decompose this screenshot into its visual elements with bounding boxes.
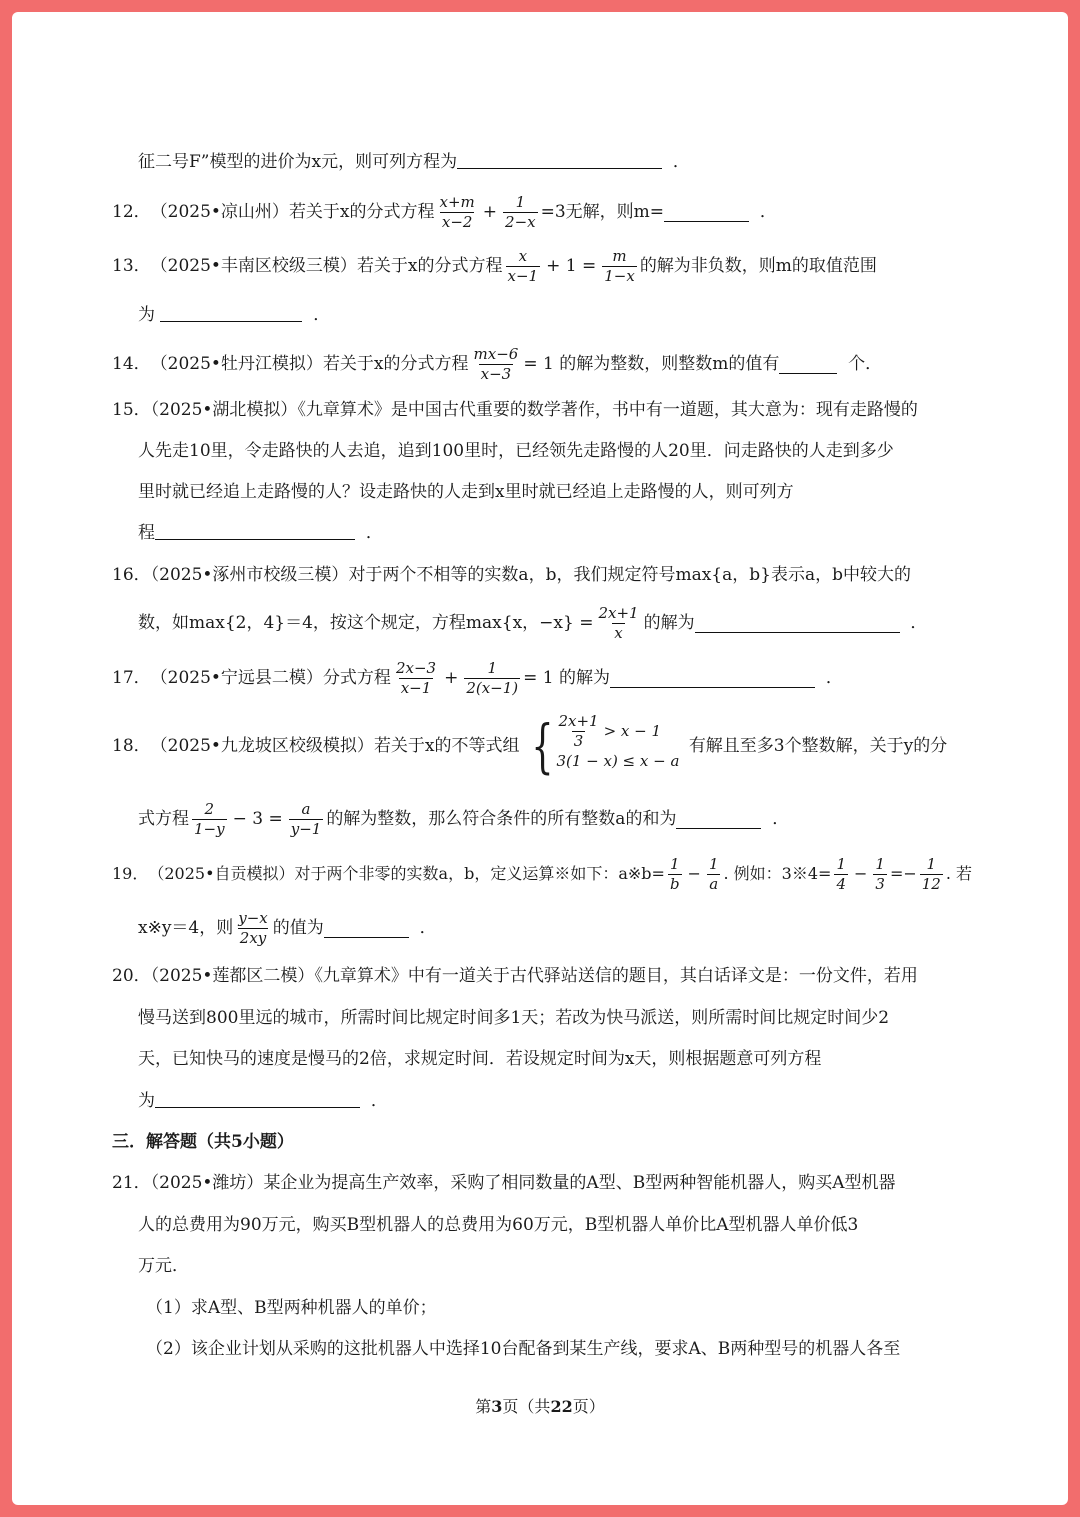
fraction: $\frac{2x+1}{x}$: [598, 603, 639, 642]
q21-line1: 21．（2025•潍坊）某企业为提高生产效率，采购了相同数量的A型、B型两种智能机器人，购买A型机器: [112, 1173, 896, 1193]
answer-blank: [610, 669, 815, 688]
q20-line2: 慢马送到800里远的城市，所需时间比规定时间多1天；若改为快马派送，则所需时间比规定时间少2: [138, 1008, 890, 1028]
fraction: $\frac{a}{y-1}$: [290, 799, 322, 838]
fraction: $\frac{1}{a}$: [708, 854, 719, 893]
document-page: [12, 12, 1068, 1505]
fraction: $\frac{mx-6}{x-3}$: [473, 344, 519, 383]
q20-line1: 20．（2025•莲都区二模）《九章算术》中有一道关于古代驿站送信的题目，其白话译文是：一份文件，若用: [112, 966, 918, 986]
q20-line4: 为 ．: [138, 1091, 388, 1111]
answer-blank: [779, 355, 837, 374]
q15-line4: 程 ．: [138, 523, 383, 543]
fraction: $\frac{1}{b}$: [669, 854, 680, 893]
q12: 12． （2025•凉山州） 若关于x的分式方程 $\frac{x+m}{x-2}$ + $\frac{1}{2-x}$ =3无解，则m= ．: [112, 192, 777, 231]
q13: 13． （2025•丰南区校级三模） 若关于x的分式方程 $\frac{x}{x-1}$ + 1 = $\frac{m}{1-x}$ 的解为非负数，则m的取值范围: [112, 246, 877, 285]
q15-line3: 里时就已经追上走路慢的人？设走路快的人走到x里时就已经追上走路慢的人，则可列方: [138, 482, 794, 502]
fraction: $\frac{2}{1-y}$: [194, 799, 225, 838]
fraction: $\frac{1}{3}$: [875, 854, 885, 893]
answer-blank: [457, 150, 662, 169]
section-heading: 三．解答题（共5小题）: [112, 1132, 294, 1152]
q14: 14． （2025•牡丹江模拟） 若关于x的分式方程 $\frac{mx-6}{x-3}$ = 1 的解为整数，则整数m的值有 个．: [112, 344, 883, 383]
answer-blank: [324, 919, 409, 938]
answer-blank: [155, 521, 355, 540]
q15-line1: 15．（2025•湖北模拟）《九章算术》是中国古代重要的数学著作，书中有一道题，其大意为：现有走路慢的: [112, 400, 918, 420]
page-footer: 第3页（共22页）: [475, 1397, 605, 1416]
answer-blank: [695, 614, 900, 633]
q13-line2: 为 ．: [138, 305, 331, 325]
q16-line1: 16．（2025•涿州市校级三模）对于两个不相等的实数a，b，我们规定符号max{a，b}表示a，b中较大的: [112, 565, 911, 585]
fraction: $\frac{2x-3}{x-1}$: [395, 658, 437, 697]
brace: {: [530, 712, 554, 780]
q18-line2: 式方程 $\frac{2}{1-y}$ − 3 = $\frac{a}{y-1}$ 的解为整数，那么符合条件的所有整数a的和为 ．: [138, 799, 790, 838]
q19-line1: 19． （2025•自贡模拟） 对于两个非零的实数a，b，定义运算※如下：a※b= $\frac{1}{b}$ − $\frac{1}{a}$ . 例如：3※4= $\frac{1}{4}$ − $\frac{1}{3}$ =− $\frac{1}{12}$ . 若: [112, 854, 973, 893]
q21-part1: （1）求A型、B型两种机器人的单价；: [146, 1298, 437, 1318]
q16-line2: 数，如max{2，4}＝4，按这个规定，方程max{x，−x} = $\frac{2x+1}{x}$ 的解为 ．: [138, 603, 928, 642]
answer-blank: [676, 810, 761, 829]
fraction: $\frac{1}{2(x-1)}$: [466, 658, 519, 697]
q21-line3: 万元．: [138, 1256, 189, 1276]
answer-blank: [160, 303, 302, 322]
q17: 17． （2025•宁远县二模） 分式方程 $\frac{2x-3}{x-1}$ + $\frac{1}{2(x-1)}$ = 1 的解为 ．: [112, 658, 843, 697]
fraction: $\frac{x}{x-1}$: [507, 246, 539, 285]
q19-line2: x※y＝4，则 $\frac{y-x}{2xy}$ 的值为 ．: [138, 908, 437, 947]
q20-line3: 天，已知快马的速度是慢马的2倍，求规定时间．若设规定时间为x天，则根据题意可列方程: [138, 1049, 822, 1069]
fraction: $\frac{m}{1-x}$: [604, 246, 635, 285]
q18-line1: 18． （2025•九龙坡区校级模拟） 若关于x的不等式组 { $\frac{2x+1}{3}$ > x − 1 3(1 − x) ≤ x − a 有解且至多3个整数解，关于y的分: [112, 711, 948, 780]
fraction: $\frac{1}{2-x}$: [505, 192, 536, 231]
answer-blank: [664, 203, 749, 222]
q21-part2: （2）该企业计划从采购的这批机器人中选择10台配备到某生产线，要求A、B两种型号的机器人各至: [146, 1339, 901, 1359]
fraction: $\frac{y-x}{2xy}$: [238, 908, 268, 947]
fraction: $\frac{1}{12}$: [921, 854, 941, 893]
fraction: $\frac{x+m}{x-2}$: [439, 192, 475, 231]
answer-blank: [155, 1089, 360, 1108]
fraction: $\frac{1}{4}$: [836, 854, 846, 893]
q21-line2: 人的总费用为90万元，购买B型机器人的总费用为60万元，B型机器人单价比A型机器人单价低3: [138, 1215, 859, 1235]
inequality-system: { $\frac{2x+1}{3}$ > x − 1 3(1 − x) ≤ x − a: [530, 711, 680, 780]
q15-line2: 人先走10里，令走路快的人去追，追到100里时，已经领先走路慢的人20里．问走路快的人走到多少: [138, 441, 894, 461]
q11-tail: 征二号F”模型的进价为x元，则可列方程为 ．: [138, 152, 690, 172]
